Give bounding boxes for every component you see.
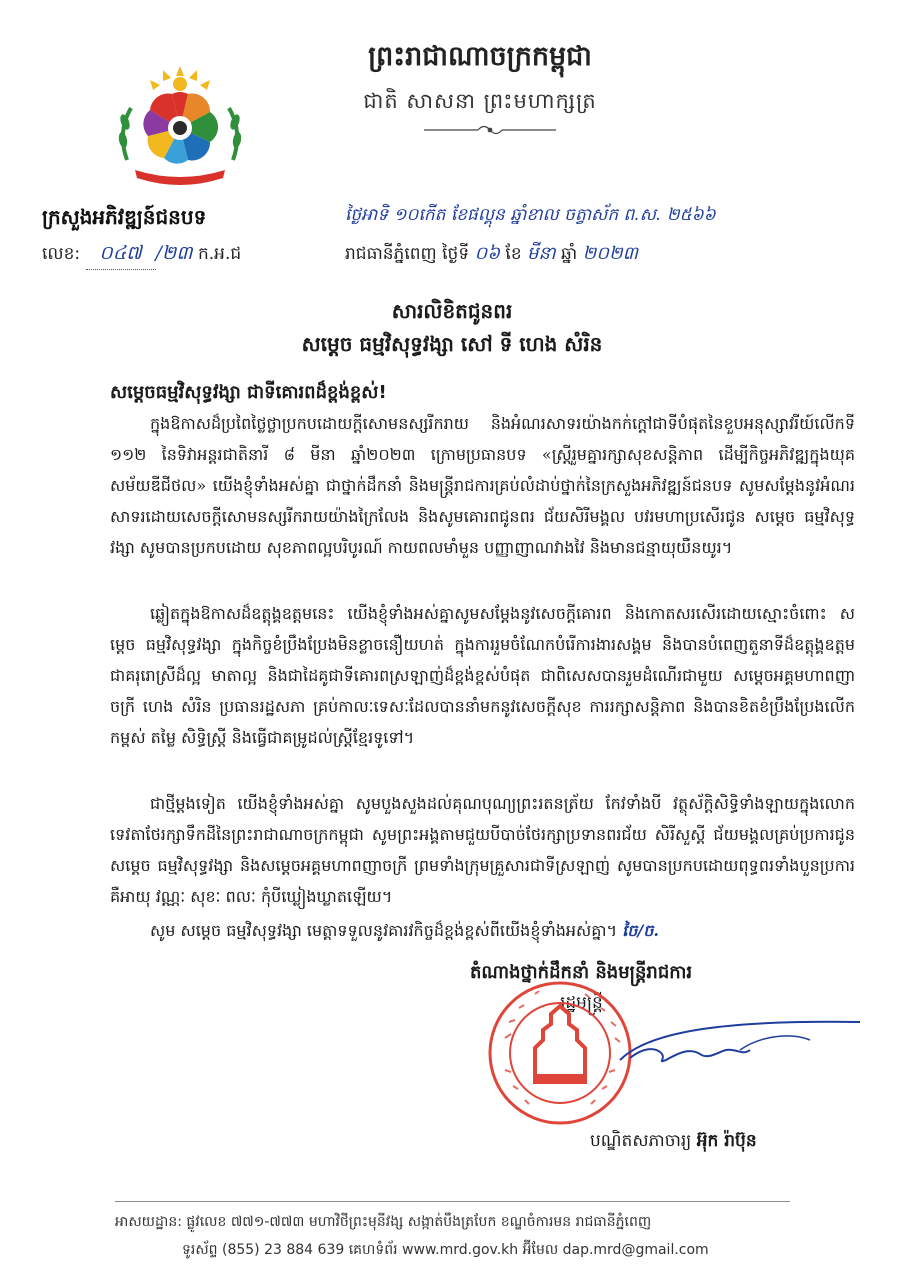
ministry-name: ក្រសួងអភិវឌ្ឍន៍ជនបទ	[42, 205, 207, 229]
reference-number-line	[42, 241, 241, 270]
website-link[interactable]: www.mrd.gov.kh	[402, 1242, 519, 1258]
phone-label: ទូរស័ព្ទ	[182, 1242, 218, 1258]
website-label: គេហទំព័រ	[348, 1242, 398, 1258]
signatory-name	[590, 1130, 757, 1155]
body-paragraph-3: ជាថ្មីម្តងទៀត យើងខ្ញុំទាំងអស់គ្នា សូមបួងសួងដល់គុណបុណ្យព្រះរតនត្រ័យ កែវទាំងបី វត្ថុស័ក្តិសិទ្ធិទាំងឡាយក្នុងលោក ទេវតាថែរក្សាទឹកដីនៃព្រះរាជាណាចក្រកម្ពុជា សូមព្រះអង្គតាមជួយបីបាច់ថែរក្សាប្រទានពរជ័យ សិរីសួស្តី ជ័យមង្គលគ្រប់ប្រការជូន សម្តេច ធម្មវិសុទ្ធវង្សា និងសម្តេចអគ្គមហាពញាចក្រី ព្រមទាំងក្រុមគ្រួសារជាទីស្រឡាញ់ សូមបានប្រកបដោយពុទ្ធពរទាំងបួនប្រការ គឺអាយុ វណ្ណៈ សុខៈ ពលៈ កុំបីឃ្លៀងឃ្លាតឡើយ។	[110, 794, 855, 906]
month-label: ខែ	[505, 244, 522, 264]
salutation: សម្តេចធម្មវិសុទ្ធវង្សា ជាទីគោរពដ៏ខ្ពង់ខ្ពស់!	[110, 382, 387, 403]
signatory-title: បណ្ឌិតសភាចារ្យ	[590, 1131, 692, 1151]
letter-title: សារលិខិតជូនពរ	[391, 299, 513, 323]
body-paragraph-1: ក្នុងឱកាសដ៏ប្រពៃថ្លៃថ្លាប្រកបដោយក្តីសោមនស្សរីករាយ និងអំណរសាទរយ៉ាងកក់ក្តៅជាទីបំផុតនៃខួបអនុស្សាវរីយ៍លើកទី ១១២ នៃទិវាអន្តរជាតិនារី ៨ មីនា ឆ្នាំ២០២៣ ក្រោមប្រធានបទ «ស្ត្រីរួមគ្នារក្សាសុខសន្តិភាព ដើម្បីកិច្ចអភិវឌ្ឍក្នុងយុគសម័យឌីជីថល» យើងខ្ញុំទាំងអស់គ្នា ជាថ្នាក់ដឹកនាំ និងមន្ត្រីរាជការគ្រប់លំដាប់ថ្នាក់នៃក្រសួងអភិវឌ្ឍន៍ជនបទ សូមសម្តែងនូវអំណរសាទរដោយសេចក្តីសោមនស្សរីករាយយ៉ាងក្រៃលែង និងសូមគោរពជូនពរ ជ័យសិរីមង្គល បវរមហាប្រសើរជូន សម្តេច ធម្មវិសុទ្ធវង្សា សូមបានប្រកបដោយ សុខភាពល្អបរិបូរណ៍ កាយពលមាំមួន បញ្ញាញាណវាងវៃ និងមានជន្មាយុយឺនយូរ។	[110, 414, 855, 557]
footer-address: អាសយដ្ឋាន: ផ្លូវលេខ ៧៧១-៧៧៣ មហាវិថីព្រះមុនីវង្ស សង្កាត់បឹងត្របែក ខណ្ឌចំការមន រាជធានីភ្នំពេញ	[115, 1214, 652, 1230]
ornament-divider-icon	[420, 122, 560, 138]
handwritten-signature-icon	[540, 1000, 870, 1080]
national-motto: ជាតិ សាសនា ព្រះមហាក្សត្រ	[363, 89, 597, 113]
body-paragraph-4	[110, 915, 855, 946]
footer-contact	[182, 1240, 709, 1261]
reference-label: លេខ:	[42, 244, 81, 264]
signature-heading: តំណាងថ្នាក់ដឹកនាំ និងមន្ត្រីរាជការ	[470, 962, 693, 983]
reference-number: ០៤៧	[99, 242, 142, 264]
email-label: អ៊ីមែល	[522, 1242, 559, 1258]
closing-text: សូម សម្តេច ធម្មវិសុទ្ធវង្សា មេត្តាទទួលនូវគារវកិច្ចដ៏ខ្ពង់ខ្ពស់ពីយើងខ្ញុំទាំងអស់គ្នា។	[150, 921, 618, 940]
reference-code: ក.អ.ជ	[197, 244, 242, 264]
footer-divider	[115, 1201, 790, 1202]
phone-number: (855) 23 884 639	[222, 1242, 345, 1258]
lunar-date: ថ្ងៃអាទិ ១០កើត ខែផល្គុន ឆ្នាំខាល ចត្វាស័ក ព.ស. ២៥៦៦	[345, 205, 716, 225]
date-year: ២០២៣	[582, 243, 638, 264]
date-day: ០៦	[474, 243, 501, 264]
signatory-role: រដ្ឋមន្ត្រី	[560, 993, 603, 1013]
solar-date-line	[345, 241, 638, 268]
body-paragraph-2: ឆ្លៀតក្នុងឱកាសដ៏ឧត្តុង្គឧត្តមនេះ យើងខ្ញុំទាំងអស់គ្នាសូមសម្តែងនូវសេចក្តីគោរព និងកោតសរសើរដោយស្មោះចំពោះ សម្តេច ធម្មវិសុទ្ធវង្សា ក្នុងកិច្ចខំប្រឹងប្រែងមិនខ្លាចនឿយហត់ ក្នុងការរួមចំណែកបំរើការងារសង្គម និងបានបំពេញតួនាទីដ៏ឧត្តុង្គឧត្តម ជាគរុរោស្រីដ៏ល្អ មាតាល្អ និងជាដៃគូជាទីគោរពស្រឡាញ់ដ៏ខ្ពង់ខ្ពស់បំផុត ជាពិសេសបានរួមដំណើរជាមួយ សម្តេចអគ្គមហាពញាចក្រី ហេង សំរិន ប្រធានរដ្ឋសភា គ្រប់កាលៈទេសៈដែលបាននាំមកនូវសេចក្តីសុខ ការរក្សាសន្តិភាព និងបានខិតខំប្រឹងប្រែងលើកកម្ពស់ តម្លៃ សិទ្ធិស្ត្រី និងធ្វើជាគម្រូដល់ស្ត្រីខ្មែរទូទៅ។	[110, 604, 855, 747]
kingdom-title: ព្រះរាជាណាចក្រកម្ពុជា	[368, 41, 592, 72]
ministry-logo-icon	[105, 62, 255, 194]
place-label: រាជធានីភ្នំពេញ ថ្ងៃទី	[345, 244, 470, 264]
year-label: ឆ្នាំ	[561, 244, 578, 264]
email-link[interactable]: dap.mrd@gmail.com	[562, 1242, 709, 1258]
signatory-full-name: អ៊ុក រ៉ាប៊ុន	[696, 1131, 757, 1151]
letter-recipient: សម្តេច ធម្មវិសុទ្ធវង្សា សៅ ទី ហេង សំរិន	[301, 332, 603, 356]
handwritten-initials: ចៃ/ច.	[622, 921, 659, 940]
date-month: មីនា	[527, 243, 556, 264]
reference-year: /២៣	[155, 242, 193, 264]
